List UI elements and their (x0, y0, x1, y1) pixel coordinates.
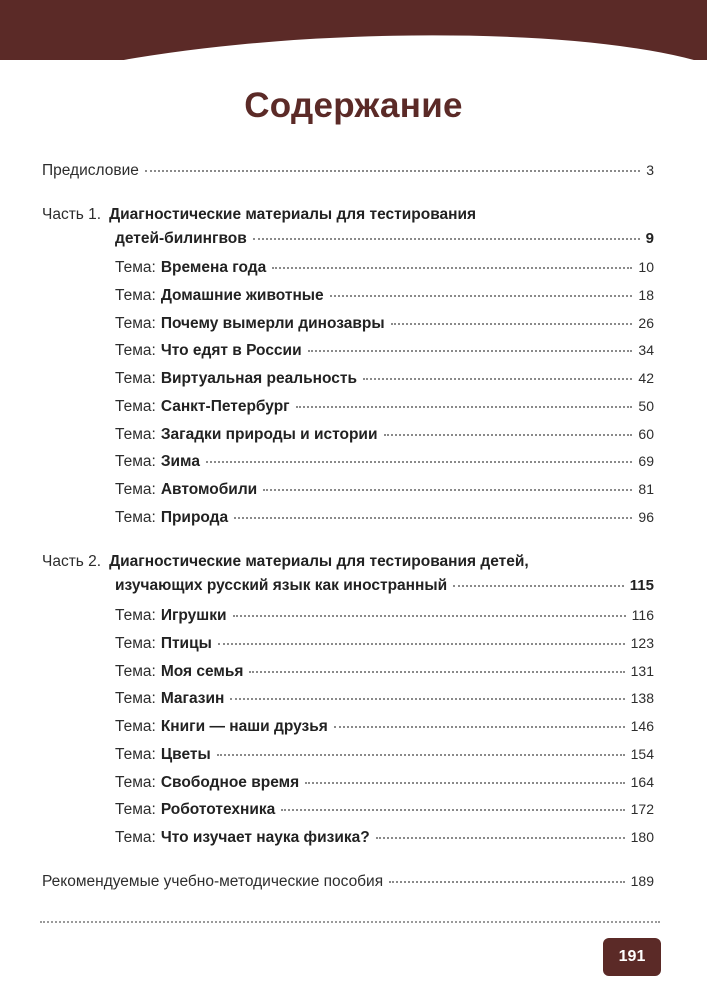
topic-title: Автомобили (160, 481, 258, 498)
toc-entry-label: Рекомендуемые учебно-методические пособия (42, 873, 384, 890)
toc-topic-entry[interactable] (115, 829, 654, 847)
toc-page-number: 138 (630, 690, 654, 707)
toc-page-number: 26 (638, 314, 654, 331)
toc-page-number: 131 (630, 662, 654, 679)
topic-prefix: Тема: (115, 508, 156, 526)
toc-page-number: 180 (630, 829, 654, 845)
toc-topic-entry[interactable] (115, 663, 654, 681)
toc-topic-entry[interactable] (115, 398, 654, 416)
toc-topic-entry[interactable] (115, 287, 654, 305)
toc-topic-entry[interactable] (115, 746, 654, 764)
dot-leader (263, 489, 632, 491)
topic-title: Птицы (160, 634, 212, 652)
topic-title: Робототехника (160, 801, 276, 819)
toc-topic-entry[interactable] (115, 453, 654, 471)
toc-part1-heading-line2[interactable] (115, 230, 654, 248)
toc-topic-entry[interactable] (115, 801, 654, 819)
page-number-badge: 191 (603, 938, 661, 976)
dotted-separator (40, 921, 660, 923)
topic-prefix: Тема: (115, 481, 156, 498)
topic-prefix: Тема: (115, 397, 156, 415)
topic-title: Виртуальная реальность (160, 370, 357, 387)
toc-page-number: 172 (630, 801, 654, 818)
toc-topic-entry[interactable] (115, 370, 654, 388)
toc-topic-entry[interactable] (115, 342, 654, 360)
topic-title: Домашние животные (160, 286, 324, 304)
dot-leader (391, 323, 633, 325)
toc-page-number: 164 (630, 773, 654, 790)
topic-prefix: Тема: (115, 745, 156, 763)
topic-title: Что изучает наука физика? (160, 829, 370, 846)
part-title-line2: изучающих русский язык как иностранный (115, 577, 448, 594)
topic-title: Времена года (160, 259, 267, 276)
topic-prefix: Тема: (115, 342, 156, 360)
topic-prefix: Тема: (115, 690, 156, 708)
toc-page-number: 81 (638, 481, 654, 497)
toc-page-number: 60 (638, 425, 654, 442)
part-title-line1: Диагностические материалы для тестирования детей, (109, 553, 529, 570)
topic-prefix: Тема: (115, 314, 156, 332)
dot-leader (363, 378, 632, 380)
dot-leader (206, 461, 632, 463)
toc-page-number: 3 (646, 162, 654, 178)
toc-part2-heading-line2[interactable] (115, 577, 654, 595)
dot-leader (334, 726, 625, 728)
toc-part1-heading[interactable] (42, 206, 654, 224)
toc-page-number: 42 (638, 370, 654, 386)
topic-prefix: Тема: (115, 773, 156, 791)
topic-title: Природа (160, 508, 229, 526)
dot-leader (230, 698, 624, 700)
toc-page-number: 154 (630, 745, 654, 762)
toc-page-number: 116 (631, 607, 654, 623)
toc-page-number: 189 (630, 873, 654, 889)
toc-entry-label: Предисловие (42, 162, 139, 179)
dot-leader (305, 782, 624, 784)
toc-topic-entry[interactable] (115, 718, 654, 736)
topic-title: Книги — наши друзья (160, 718, 328, 735)
topic-prefix: Тема: (115, 829, 156, 846)
topic-prefix: Тема: (115, 259, 156, 276)
toc-topic-entry[interactable] (115, 259, 654, 277)
topic-prefix: Тема: (115, 634, 156, 652)
dot-leader (330, 295, 633, 297)
topic-title: Зима (160, 453, 200, 471)
dot-leader (384, 434, 633, 436)
topic-title: Почему вымерли динозавры (160, 314, 385, 332)
topic-title: Игрушки (160, 607, 227, 624)
toc-page-number: 123 (630, 634, 654, 651)
toc-topic-entry[interactable] (115, 774, 654, 792)
dot-leader (453, 585, 624, 587)
toc-page-number: 9 (645, 230, 654, 247)
part-prefix: Часть 1. (42, 206, 102, 223)
topic-prefix: Тема: (115, 370, 156, 387)
topic-title: Моя семья (160, 662, 244, 680)
topic-prefix: Тема: (115, 801, 156, 819)
toc-page-number: 146 (630, 718, 654, 734)
topic-title: Магазин (160, 690, 225, 708)
toc-topic-entry[interactable] (115, 481, 654, 499)
topic-prefix: Тема: (115, 662, 156, 680)
page-title: Содержание (244, 86, 463, 125)
toc-page-number: 34 (638, 342, 654, 359)
toc-page-number: 10 (638, 259, 654, 275)
dot-leader (249, 671, 624, 673)
toc-entry-recommended[interactable] (42, 873, 654, 891)
dot-leader (145, 170, 640, 172)
topic-title: Свободное время (160, 773, 300, 791)
dot-leader (272, 267, 632, 269)
dot-leader (281, 809, 624, 811)
topic-prefix: Тема: (115, 718, 156, 735)
toc-page-number: 50 (638, 397, 654, 414)
topic-prefix: Тема: (115, 607, 156, 624)
dot-leader (389, 881, 625, 883)
toc-topic-entry[interactable] (115, 607, 654, 625)
toc-topic-entry[interactable] (115, 315, 654, 333)
toc-entry-preface[interactable] (42, 162, 654, 180)
topic-prefix: Тема: (115, 453, 156, 471)
part-prefix: Часть 2. (42, 553, 102, 570)
toc-page-number: 69 (638, 453, 654, 470)
dot-leader (234, 517, 632, 519)
dot-leader (233, 615, 626, 617)
toc-topic-entry[interactable] (115, 426, 654, 444)
toc-topic-entry[interactable] (115, 690, 654, 708)
topic-title: Загадки природы и истории (160, 425, 378, 443)
dot-leader (217, 754, 625, 756)
toc-page-number: 115 (629, 577, 654, 594)
topic-prefix: Тема: (115, 425, 156, 443)
toc-part2-heading[interactable] (42, 553, 654, 571)
toc-page-number: 96 (638, 508, 654, 525)
toc-page-number: 18 (638, 286, 654, 303)
part-title-line2: детей-билингвов (115, 230, 247, 247)
topic-title: Санкт-Петербург (160, 397, 290, 415)
part-title-line1: Диагностические материалы для тестирования (109, 206, 477, 223)
dot-leader (376, 837, 625, 839)
topic-title: Что едят в России (160, 342, 302, 360)
dot-leader (308, 350, 633, 352)
topic-title: Цветы (160, 745, 211, 763)
dot-leader (218, 643, 625, 645)
toc-topic-entry[interactable] (115, 635, 654, 653)
topic-prefix: Тема: (115, 286, 156, 304)
toc-topic-entry[interactable] (115, 509, 654, 527)
dot-leader (253, 238, 640, 240)
dot-leader (296, 406, 633, 408)
